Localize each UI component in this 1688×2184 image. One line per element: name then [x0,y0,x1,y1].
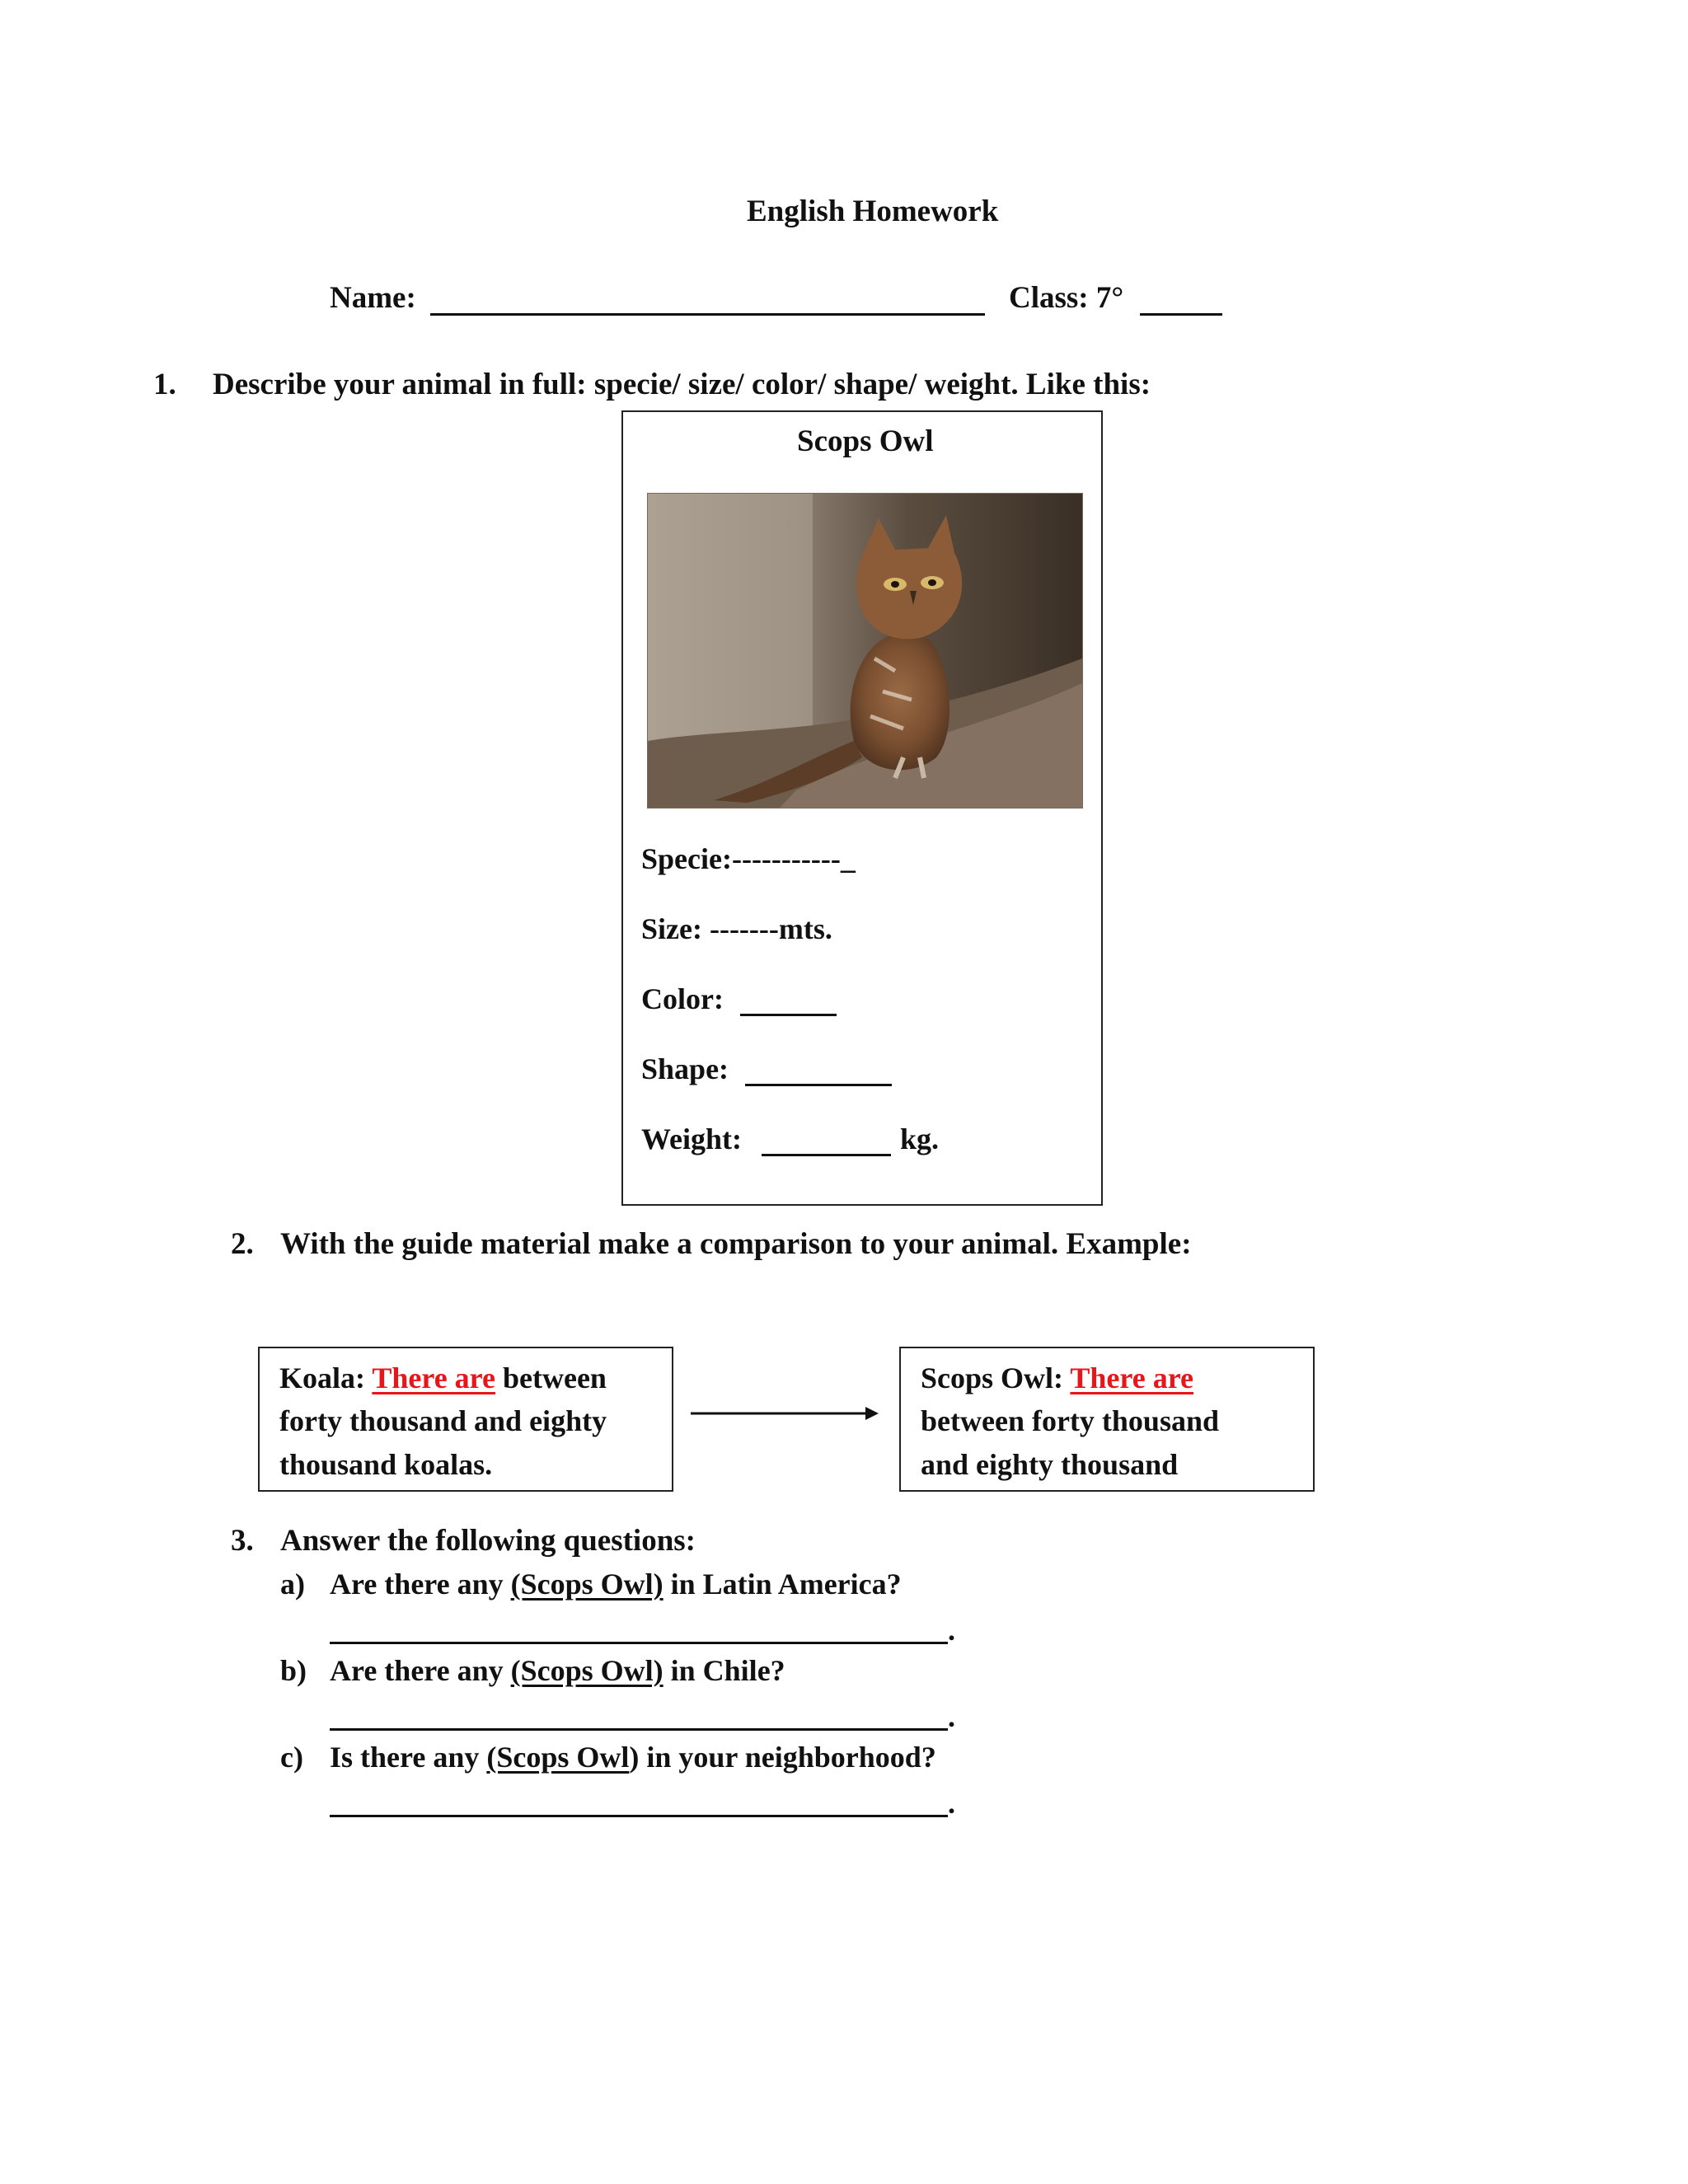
color-field[interactable] [740,1014,837,1016]
page-title: English Homework [747,194,999,228]
shape-field[interactable] [745,1084,892,1086]
q3b-after: in Chile? [670,1654,785,1687]
field-specie: Specie:-----------_ [641,842,856,875]
q3b-question [330,1652,785,1689]
q3c-before: Is there any [330,1741,480,1774]
weight-unit: kg. [900,1122,940,1155]
q3c-question [330,1739,936,1775]
q3c-close: ) [629,1741,640,1774]
koala-highlight: There are [372,1361,495,1394]
arrow-right-icon [691,1401,880,1426]
weight-field[interactable] [762,1154,891,1156]
field-shape-label: Shape: [641,1052,729,1085]
owl-box-line2: between forty thousand [921,1404,1220,1437]
owl-photo [647,493,1083,808]
q2-prompt: With the guide material make a comparison to your animal. Example: [280,1227,1192,1261]
field-weight-label: Weight: [641,1122,742,1155]
name-label: Name: [330,281,416,315]
q3-prompt: Answer the following questions: [280,1524,696,1558]
koala-label: Koala: [279,1361,365,1394]
q3c-letter: c) [280,1741,303,1774]
owl-image-icon [648,494,1082,808]
class-field[interactable] [1140,313,1222,316]
q3b-answer-field[interactable] [330,1728,948,1731]
q3a-question [330,1566,902,1602]
q2-number: 2. [231,1227,254,1261]
class-label: Class: 7° [1009,281,1124,315]
q3a-after: in Latin America? [670,1568,902,1601]
q3c-animal: (Scops Owl [486,1741,630,1774]
q3-number: 3. [231,1524,254,1558]
q3a-period: . [948,1614,955,1647]
owl-box-highlight: There are [1070,1361,1194,1394]
card-title: Scops Owl [797,424,934,458]
owl-box-label: Scops Owl: [921,1361,1064,1394]
q3b-animal: (Scops Owl) [510,1654,663,1687]
q3c-answer-field[interactable] [330,1815,948,1817]
koala-line1-rest: between [502,1361,607,1394]
field-color-label: Color: [641,982,724,1015]
name-field[interactable] [430,313,985,316]
q3c-after: in your neighborhood? [646,1741,936,1774]
q3a-animal: (Scops Owl) [510,1568,663,1601]
owl-box-line3: and eighty thousand [921,1448,1179,1481]
q3a-before: Are there any [330,1568,504,1601]
q3c-period: . [948,1787,955,1820]
q3b-before: Are there any [330,1654,504,1687]
owl-box-line1 [921,1360,1193,1396]
koala-box-line2: forty thousand and eighty [279,1404,607,1437]
koala-box-line3: thousand koalas. [279,1448,493,1481]
koala-box-line1 [279,1360,607,1396]
q1-prompt: Describe your animal in full: specie/ size/ color/ shape/ weight. Like this: [213,368,1151,401]
field-size: Size: -------mts. [641,912,832,945]
q3a-answer-field[interactable] [330,1642,948,1644]
q3b-letter: b) [280,1654,307,1687]
q1-number: 1. [153,368,176,401]
q3a-letter: a) [280,1568,305,1601]
q3b-period: . [948,1700,955,1733]
